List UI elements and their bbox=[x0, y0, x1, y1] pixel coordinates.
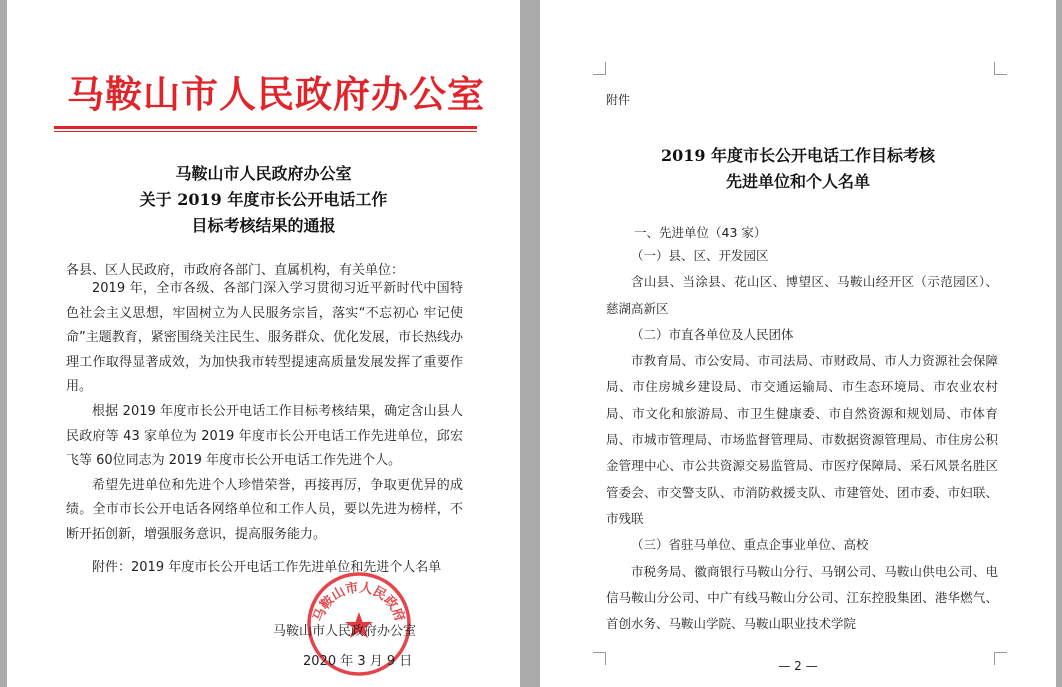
seal-text: 马鞍山市人民政府 bbox=[310, 580, 408, 624]
page-number: — 2 — bbox=[778, 659, 818, 673]
doc-title-line-3: 目标考核结果的通报 bbox=[191, 216, 336, 235]
paragraph-1: 2019 年，全市各级、各部门深入学习贯彻习近平新时代中国特色社会主义思想，牢固树立为人民服务宗旨，落实“不忘初心 牢记使命”主题教育，紧密围绕关注民生、服务群众、优化发展，市长热线办理工作取得显著成效，为加快我市转型提速高质量发展发挥了重要作用。 bbox=[66, 281, 463, 395]
group-body-3: 市税务局、徽商银行马鞍山分行、马钢公司、马鞍山供电公司、电信马鞍山分公司、中广有线马鞍山分公司、江东控股集团、港华燃气、首创水务、马鞍山学院、马鞍山职业技术学院 bbox=[606, 563, 998, 632]
list-title-line-2: 先进单位和个人名单 bbox=[725, 172, 870, 191]
doc-title-line-2: 关于 2019 年度市长公开电话工作 bbox=[139, 190, 388, 209]
section-heading: 一、先进单位（43 家） bbox=[634, 225, 767, 240]
crop-mark-top-left bbox=[593, 62, 606, 75]
group-heading-3: （三）省驻马单位、重点企事业单位、高校 bbox=[631, 537, 869, 553]
attachment-label: 附件 bbox=[606, 93, 631, 107]
paragraph-2: 根据 2019 年度市长公开电话工作目标考核结果，确定含山县人民政府等 43 家单位为 2019 年度市长公开电话工作先进单位，邱宏飞等 60位同志为 2019 年度市长公开电话工作先进个人。 bbox=[66, 403, 463, 469]
group-body-2: 市教育局、市公安局、市司法局、市财政局、市人力资源社会保障局、市住房城乡建设局、市交通运输局、市生态环境局、市农业农村局、市文化和旅游局、市卫生健康委、市自然资源和规划局、市体育局、市城市管理局、市场监督管理局、市数据资源管理局、市住房公积金管理中心、市公共资源交易监管局、市医疗保障局、采石风景名胜区管委会、市交警支队、市消防救援支队、市建管处、团市委、市妇联、市残联 bbox=[606, 353, 998, 526]
red-rule-thin bbox=[54, 131, 477, 132]
paragraph-3: 希望先进单位和先进个人珍惜荣誉，再接再厉，争取更优异的成绩。全市市长公开电话各网络单位和工作人员，要以先进为榜样，不断开拓创新，增强服务意识，提高服务能力。 bbox=[66, 477, 463, 542]
attachment-note: 附件：2019 年度市长公开电话工作先进单位和先进个人名单 bbox=[92, 560, 442, 575]
red-header: 马鞍山市人民政府办公室 bbox=[67, 72, 485, 116]
document-page-right bbox=[540, 0, 1056, 687]
salutation: 各县、区人民政府，市政府各部门、直属机构，有关单位： bbox=[66, 263, 405, 278]
issue-date: 2020 年 3 月 9 日 bbox=[303, 654, 413, 669]
group-heading-1: （一）县、区、开发园区 bbox=[631, 248, 769, 263]
signature: 马鞍山市人民政府办公室 bbox=[273, 624, 417, 639]
group-body-1: 含山县、当涂县、花山区、博望区、马鞍山经开区（示范园区）、慈湖高新区 bbox=[606, 274, 998, 316]
body-text bbox=[66, 277, 463, 548]
list-title-line-1: 2019 年度市长公开电话工作目标考核 bbox=[660, 146, 936, 165]
unit-list bbox=[606, 243, 998, 637]
group-heading-2: （二）市直各单位及人民团体 bbox=[631, 326, 794, 342]
crop-mark-top-right bbox=[994, 62, 1007, 75]
red-rule bbox=[54, 126, 477, 129]
document-page-left bbox=[7, 0, 520, 687]
doc-title-line-1: 马鞍山市人民政府办公室 bbox=[175, 164, 352, 183]
